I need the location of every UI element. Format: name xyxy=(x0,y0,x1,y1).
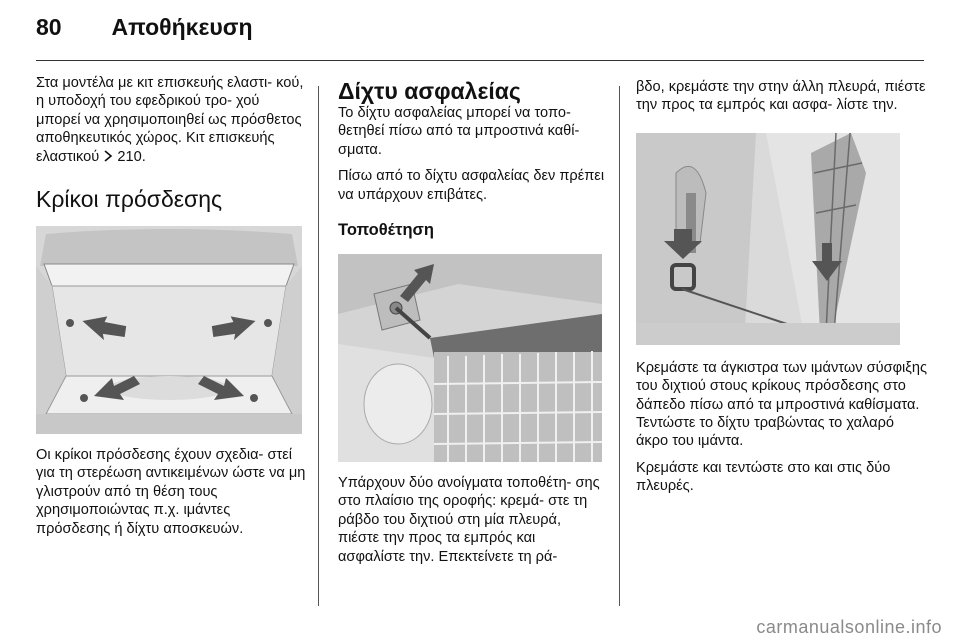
page-header xyxy=(36,14,253,41)
figure-net-strap-hooks xyxy=(636,133,900,345)
column-3 xyxy=(636,78,928,504)
column-divider xyxy=(619,86,620,606)
column-divider xyxy=(318,86,319,606)
subheading-installation: Τοποθέτηση xyxy=(338,221,434,240)
page-number: 80 xyxy=(36,14,62,40)
net-paragraph-3: Υπάρχουν δύο ανοίγματα τοποθέτη- σης στο πλαίσιο της οροφής: κρεμά- στε τη ράβδο του διχτιού στη μία πλευρά, πιέστε την προς τα εμπρός και ασφαλίστε την. Επεκτείνετε τη ρά- xyxy=(338,475,600,565)
column-2 xyxy=(338,78,606,574)
net-paragraph-6: Κρεμάστε και τεντώστε στο και στις δύο πλευρές. xyxy=(636,459,891,495)
section-heading: Δίχτυ ασφαλείας xyxy=(338,78,521,104)
section-heading: Κρίκοι πρόσδεσης xyxy=(36,186,223,213)
figure-lashing-eyes xyxy=(36,226,302,434)
watermark: carmanualsonline.info xyxy=(756,617,942,637)
page-title: Αποθήκευση xyxy=(111,14,253,40)
header-rule xyxy=(36,60,924,61)
net-paragraph-2: Πίσω από το δίχτυ ασφαλείας δεν πρέπει να υπάρχουν επιβάτες. xyxy=(338,168,605,203)
column-1 xyxy=(36,74,306,546)
intro-paragraph: Στα μοντέλα με κιτ επισκευής ελαστι- κού, η υποδοχή του εφεδρικού τρο- χού μπορεί να χρησιμοποιηθεί ως πρόσθετος αποθηκευτικός χώρος. Κιτ επισκευής ελαστικού 210. xyxy=(36,75,304,165)
page-reference: 210. xyxy=(117,148,146,165)
net-paragraph-5: Κρεμάστε τα άγκιστρα των ιμάντων σύσφιξης του διχτιού στους κρίκους πρόσδεσης στο δάπεδο πίσω από τα μπροστινά καθίσματα. Τεντώστε το δίχτυ τραβώντας το χαλαρό άκρο του ιμάντα. xyxy=(636,359,927,450)
figure-net-roof-mount xyxy=(338,254,602,462)
lashing-eyes-caption: Οι κρίκοι πρόσδεσης έχουν σχεδια- στεί για τη στερέωση αντικειμένων ώστε να μη γλιστρούν από τη θέση τους χρησιμοποιώντας π.χ. ιμάντες πρόσδεσης ή δίχτυ αποσκευών. xyxy=(36,447,306,537)
net-paragraph-4: βδο, κρεμάστε την στην άλλη πλευρά, πιέστε την προς τα εμπρός και ασφα- λίστε την. xyxy=(636,79,926,114)
arrow-ref-icon xyxy=(103,149,113,161)
net-paragraph-1: Το δίχτυ ασφαλείας μπορεί να τοπο- θετηθεί πίσω από τα μπροστινά καθί- σματα. xyxy=(338,105,580,158)
